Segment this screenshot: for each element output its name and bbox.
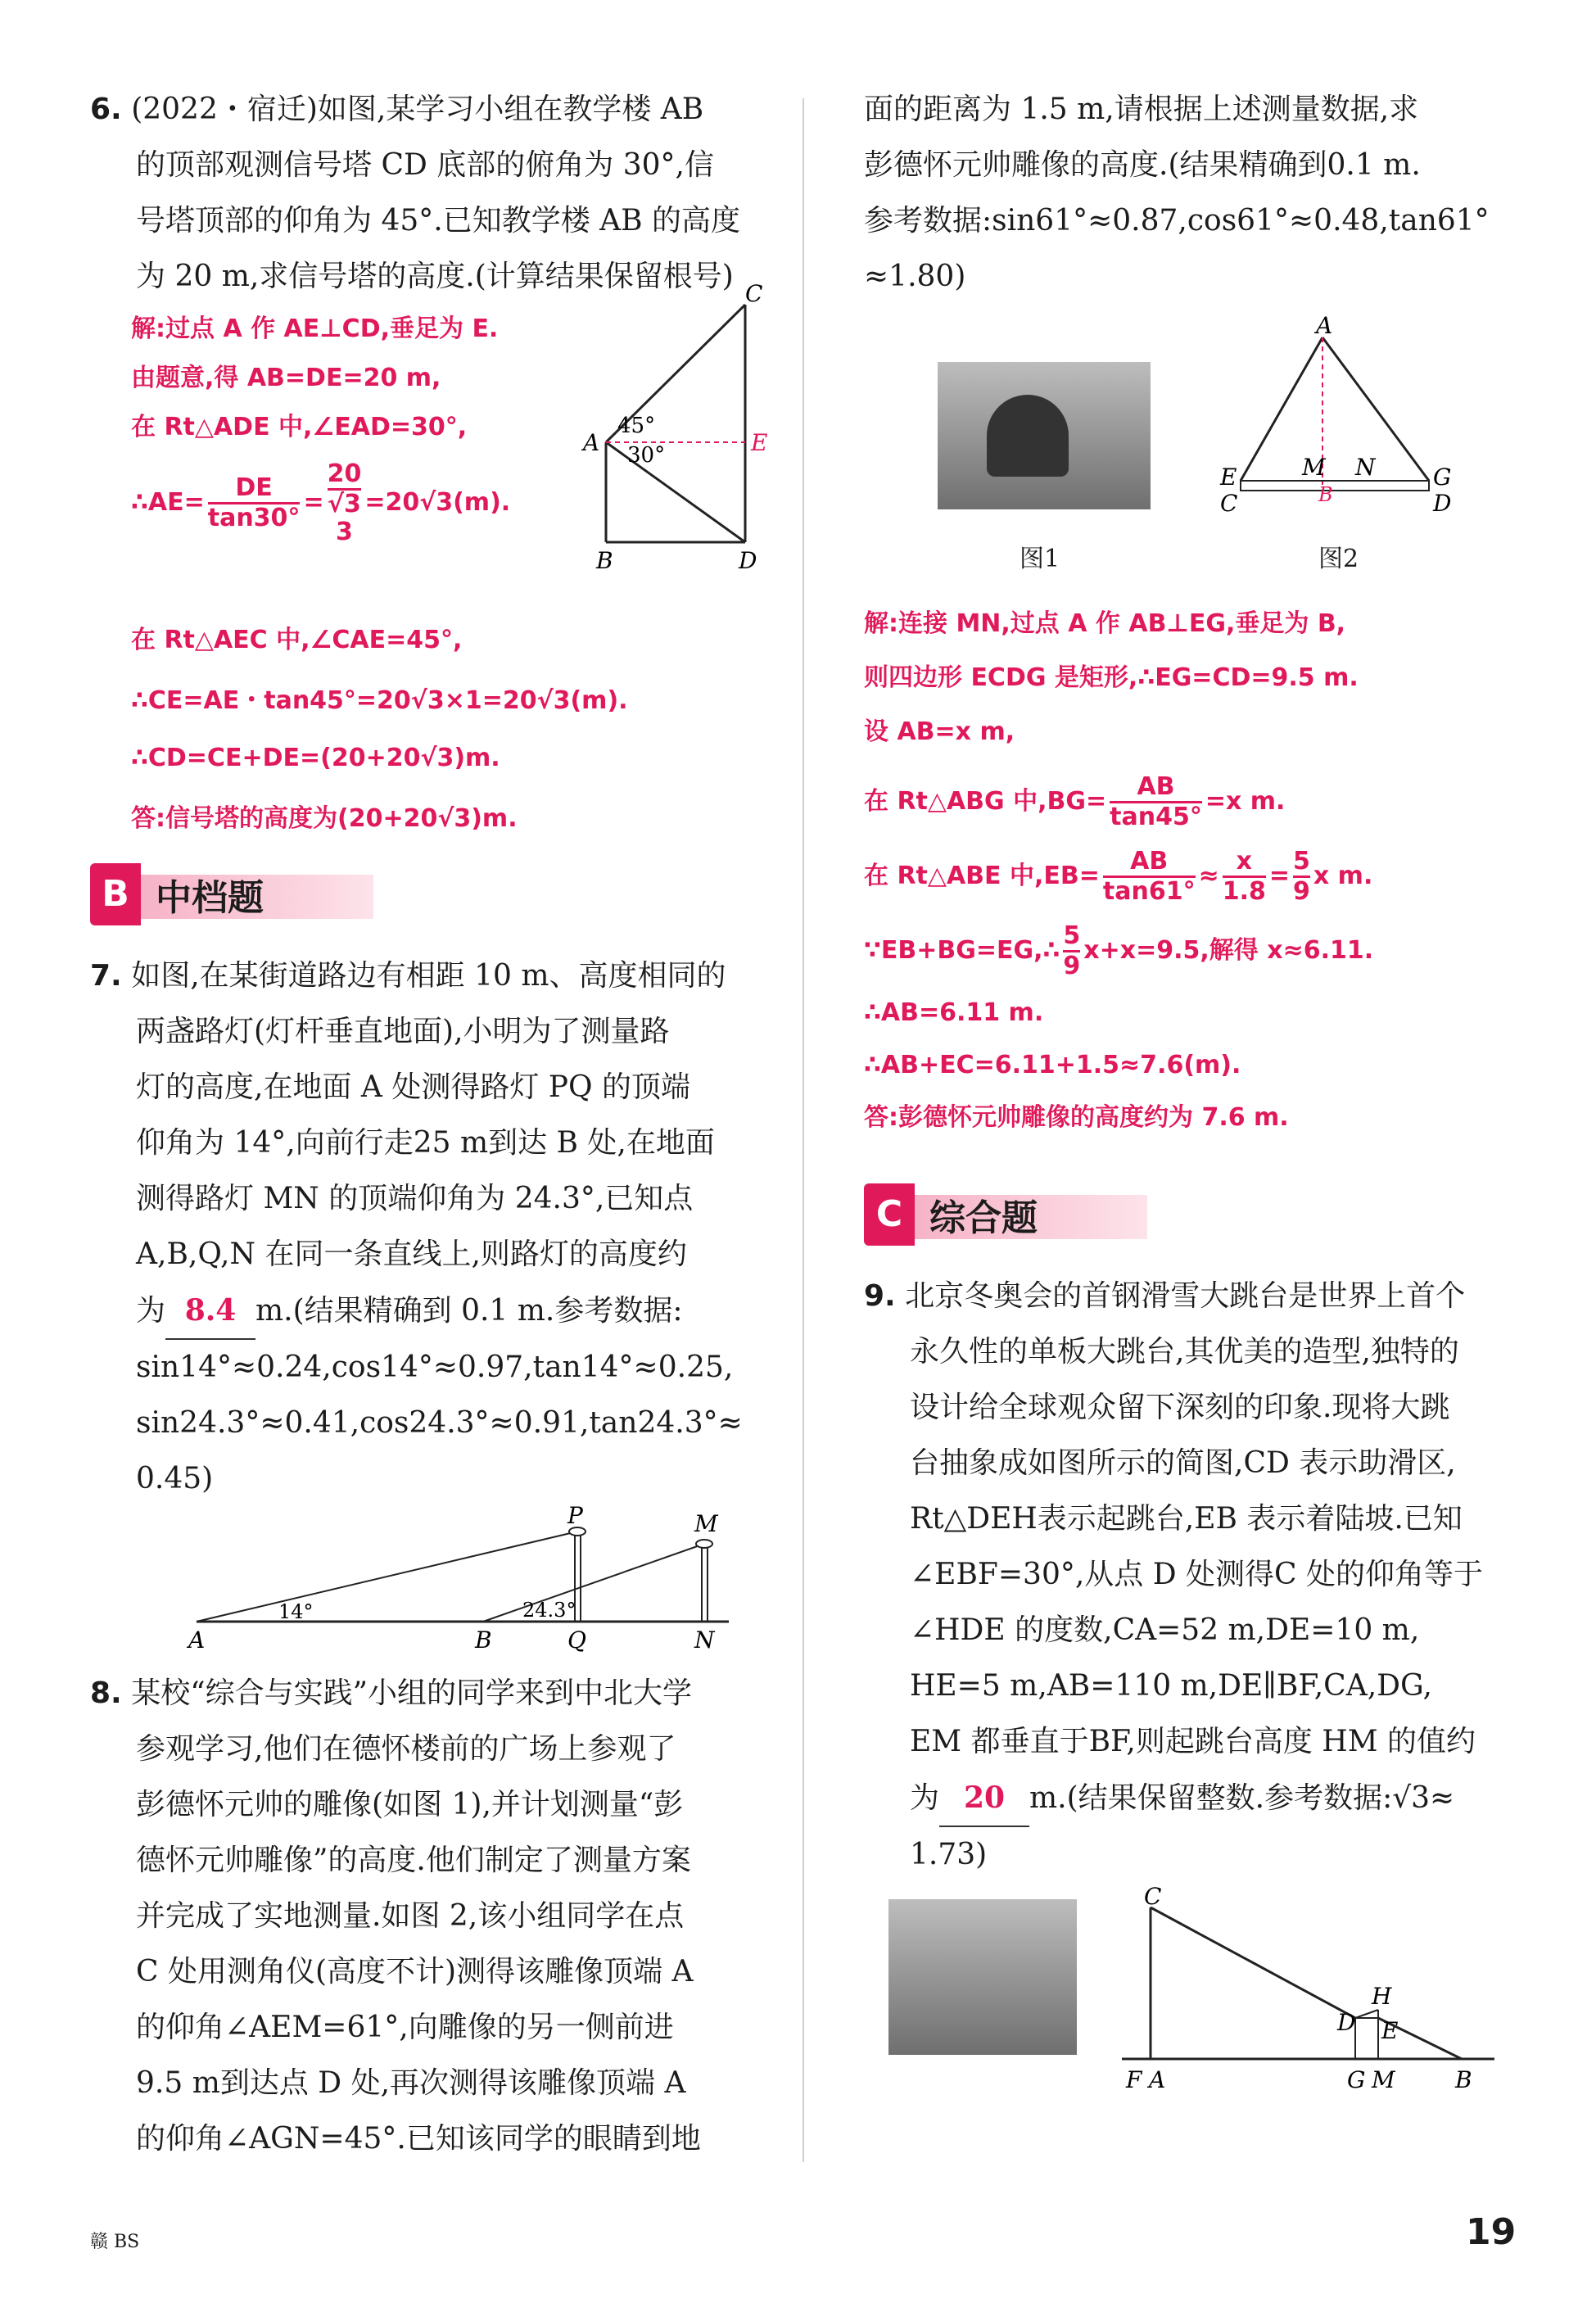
question-6: 6. (2022・宿迁)如图,某学习小组在教学楼 AB 的顶部观测信号塔 CD 底部的俯角为 30°,信 号塔顶部的仰角为 45°.已知教学楼 AB 的高度 为 20 m,求信号塔的高度.(计算结果保留根号) 解:过点 A 作 AE⊥CD,垂足为 E. 由题意,得 AB=DE=20 m, 在 Rt△ADE 中,∠EAD=30°, ∴AE= $\frac{DE}{\tan 30^\circ}$ = 20 √3 3 =20√3(m). C A E B D 45° 30° 在 Rt△AEC 中,∠CAE=45°, ∴CE=AE・tan45°=20√3×1=20√3(m). ∴CD=CE+DE=(20+20√3)m. 答:信号塔的高度为(20+20√3)m. bbox=[90, 82, 770, 844]
svg-text:E: E bbox=[1220, 464, 1237, 491]
left-column bbox=[90, 82, 770, 2167]
statue-photo bbox=[938, 362, 1151, 509]
solution-6-part2: 在 Rt△AEC 中,∠CAE=45°, ∴CE=AE・tan45°=20√3×1=20√3(m). ∴CD=CE+DE=(20+20√3)m. 答:信号塔的高度为(20+20√3)m. bbox=[131, 626, 628, 833]
answer-blank: 20 bbox=[939, 1770, 1029, 1827]
svg-text:Q: Q bbox=[567, 1627, 586, 1654]
svg-text:N: N bbox=[694, 1627, 715, 1654]
question-8-left: 8. 某校“综合与实践”小组的同学来到中北大学 参观学习,他们在德怀楼前的广场上参观了 彭德怀元帅的雕像(如图 1),并计划测量“彭 德怀元帅雕像”的高度.他们制定了测量方案 并完成了实地测量.如图 2,该小组同学在点 C 处用测角仪(高度不计)测得该雕像顶端 A 的仰角∠AEM=61°,向雕像的另一侧前进 9.5 m到达点 D 处,再次测得该雕像顶端 A 的仰角∠AGN=45°.已知该同学的眼睛到地 bbox=[90, 1676, 701, 2156]
svg-text:A: A bbox=[188, 1627, 206, 1654]
svg-text:E: E bbox=[751, 429, 768, 456]
svg-text:D: D bbox=[1337, 2009, 1356, 2036]
svg-text:B: B bbox=[596, 547, 613, 574]
svg-text:14°: 14° bbox=[278, 1600, 314, 1623]
question-9: 9. 北京冬奥会的首钢滑雪大跳台是世界上首个 永久性的单板大跳台,其优美的造型,独特的 设计给全球观众留下深刻的印象.现将大跳 台抽象成如图所示的简图,CD 表示助滑区, Rt△DEH表示起跳台,EB 表示着陆坡.已知 ∠EBF=30°,从点 D 处测得C 处的仰角等于 ∠HDE 的度数,CA=52 m,DE=10 m, HE=5 m,AB=110 m,DE∥BF,CA,DG, EM 都垂直于BF,则起跳台高度 HM 的值约 为 20 m.(结果保留整数.参考数据:√3≈ 1.73) C H D E F A G M B bbox=[864, 1269, 1511, 2104]
svg-text:G: G bbox=[1433, 464, 1452, 491]
column-divider bbox=[803, 98, 804, 2162]
svg-text:M: M bbox=[694, 1510, 718, 1537]
figure-2-q8 bbox=[1191, 312, 1470, 534]
svg-text:E: E bbox=[1381, 2017, 1399, 2044]
figures-q8 bbox=[864, 312, 1511, 591]
svg-text:A: A bbox=[1316, 312, 1333, 339]
section-c-header: C 综合题 bbox=[864, 1183, 1511, 1254]
svg-text:H: H bbox=[1372, 1983, 1392, 2010]
svg-text:A: A bbox=[583, 429, 600, 456]
svg-text:B: B bbox=[475, 1627, 492, 1654]
svg-text:M: M bbox=[1302, 454, 1326, 481]
figure-2-caption: 图2 bbox=[1318, 545, 1359, 573]
question-7: 7. 如图,在某街道路边有相距 10 m、高度相同的 两盏路灯(灯杆垂直地面),小明为了测量路 灯的高度,在地面 A 处测得路灯 PQ 的顶端 仰角为 14°,向前行走25 m到达 B 处,在地面 测得路灯 MN 的顶端仰角为 24.3°,已知点 A,B,Q,N 在同一条直线上,则路灯的高度约 为 8.4 m.(结果精确到 0.1 m.参考数据: sin14°≈0.24,cos14°≈0.97,tan14°≈0.25, sin24.3°≈0.41,cos24.3°≈0.91,tan24.3°≈ 0.45) A B Q N P M 14° 24.3° bbox=[90, 948, 770, 1658]
svg-text:45°: 45° bbox=[617, 414, 656, 438]
footer-edition: 赣 BS bbox=[90, 2232, 140, 2252]
label-C: C bbox=[745, 280, 763, 307]
figure-q7 bbox=[90, 1502, 762, 1654]
right-column: 面的距离为 1.5 m,请根据上述测量数据,求 彭德怀元帅雕像的高度.(结果精确到0.1 m. 参考数据:sin61°≈0.87,cos61°≈0.48,tan61° ≈1.80) 图1 A E M N G B C D 图2 解:连接 MN,过点 A 作 AB⊥EG,垂足为 B, 则四边形 ECDG 是矩形,∴EG=CD=9.5 m. 设 AB=x m, 在 Rt△ABG 中,BG= $\frac{AB}{\tan 45^\circ}$ =x m. 在 Rt△ABE 中,EB= $\frac{AB}{\tan 61^\circ}$ ≈ $\frac{x}{1.8}$ = $\frac{5}{9}$ x m. ∵EB+BG=EG,∴ $\frac{5}{9}$ x+x=9.5,解得 x≈6.11. ∴AB=6.11 m. ∴AB+EC=6.11+1.5≈7.6(m). 答:彭德怀元帅雕像的高度约为 7.6 m. C 综合题 9. 北京冬奥会的首钢滑雪大跳台是世界上首个 永久性的单板大跳台,其优美的造型,独特的 设计给全球观众留下深刻的印象.现将大跳 台抽象成如图所示的简图,CD 表示助滑区, Rt△DEH表示起跳台,EB 表示着陆坡.已知 ∠EBF=30°,从点 D 处测得C 处的仰角等于 ∠HDE 的度数,CA=52 m,DE=10 m, HE=5 m,AB=110 m,DE∥BF,CA,DG, EM 都垂直于BF,则起跳台高度 HM 的值约 为 20 m.(结果保留整数.参考数据:√3≈ 1.73) C H D E F A G M B bbox=[864, 82, 1511, 2104]
page-number: 19 bbox=[1466, 2211, 1517, 2253]
svg-text:B: B bbox=[1455, 2066, 1472, 2093]
section-b-header: B 中档题 bbox=[90, 863, 770, 934]
svg-text:N: N bbox=[1355, 454, 1376, 481]
svg-text:C: C bbox=[1220, 490, 1238, 517]
svg-text:M: M bbox=[1372, 2066, 1395, 2093]
svg-text:B: B bbox=[1318, 483, 1333, 506]
figure-q6 bbox=[581, 280, 778, 575]
svg-text:D: D bbox=[739, 547, 757, 574]
solution-6-part1: 解:过点 A 作 AE⊥CD,垂足为 E. 由题意,得 AB=DE=20 m, 在 Rt△ADE 中,∠EAD=30°, ∴AE= $\frac{DE}{\tan 30^\circ}$ = 20 √3 3 =20√3(m). C A E B D 45° 30° bbox=[90, 305, 770, 616]
figure-q9 bbox=[1077, 1883, 1519, 2104]
answer-blank: 8.4 bbox=[165, 1283, 255, 1340]
svg-text:30°: 30° bbox=[627, 443, 666, 468]
svg-text:24.3°: 24.3° bbox=[522, 1599, 576, 1622]
svg-text:A: A bbox=[1149, 2066, 1166, 2093]
svg-text:C: C bbox=[1144, 1883, 1162, 1910]
figures-q9 bbox=[864, 1883, 1511, 2104]
solution-8: 解:连接 MN,过点 A 作 AB⊥EG,垂足为 B, 则四边形 ECDG 是矩形,∴EG=CD=9.5 m. 设 AB=x m, 在 Rt△ABG 中,BG= $\frac{AB}{\tan 45^\circ}$ =x m. 在 Rt△ABE 中,EB= $\frac{AB}{\tan 61^\circ}$ ≈ $\frac{x}{1.8}$ = $\frac{5}{9}$ x m. ∵EB+BG=EG,∴ $\frac{5}{9}$ x+x=9.5,解得 x≈6.11. ∴AB=6.11 m. ∴AB+EC=6.11+1.5≈7.6(m). 答:彭德怀元帅雕像的高度约为 7.6 m. bbox=[864, 609, 1374, 1132]
ski-jump-photo bbox=[888, 1899, 1077, 2055]
svg-text:D: D bbox=[1433, 490, 1452, 517]
svg-text:G: G bbox=[1347, 2066, 1366, 2093]
figure-1-caption: 图1 bbox=[1020, 545, 1060, 573]
svg-text:P: P bbox=[567, 1502, 583, 1529]
svg-text:F: F bbox=[1126, 2066, 1142, 2093]
question-number: 6. bbox=[90, 93, 122, 126]
